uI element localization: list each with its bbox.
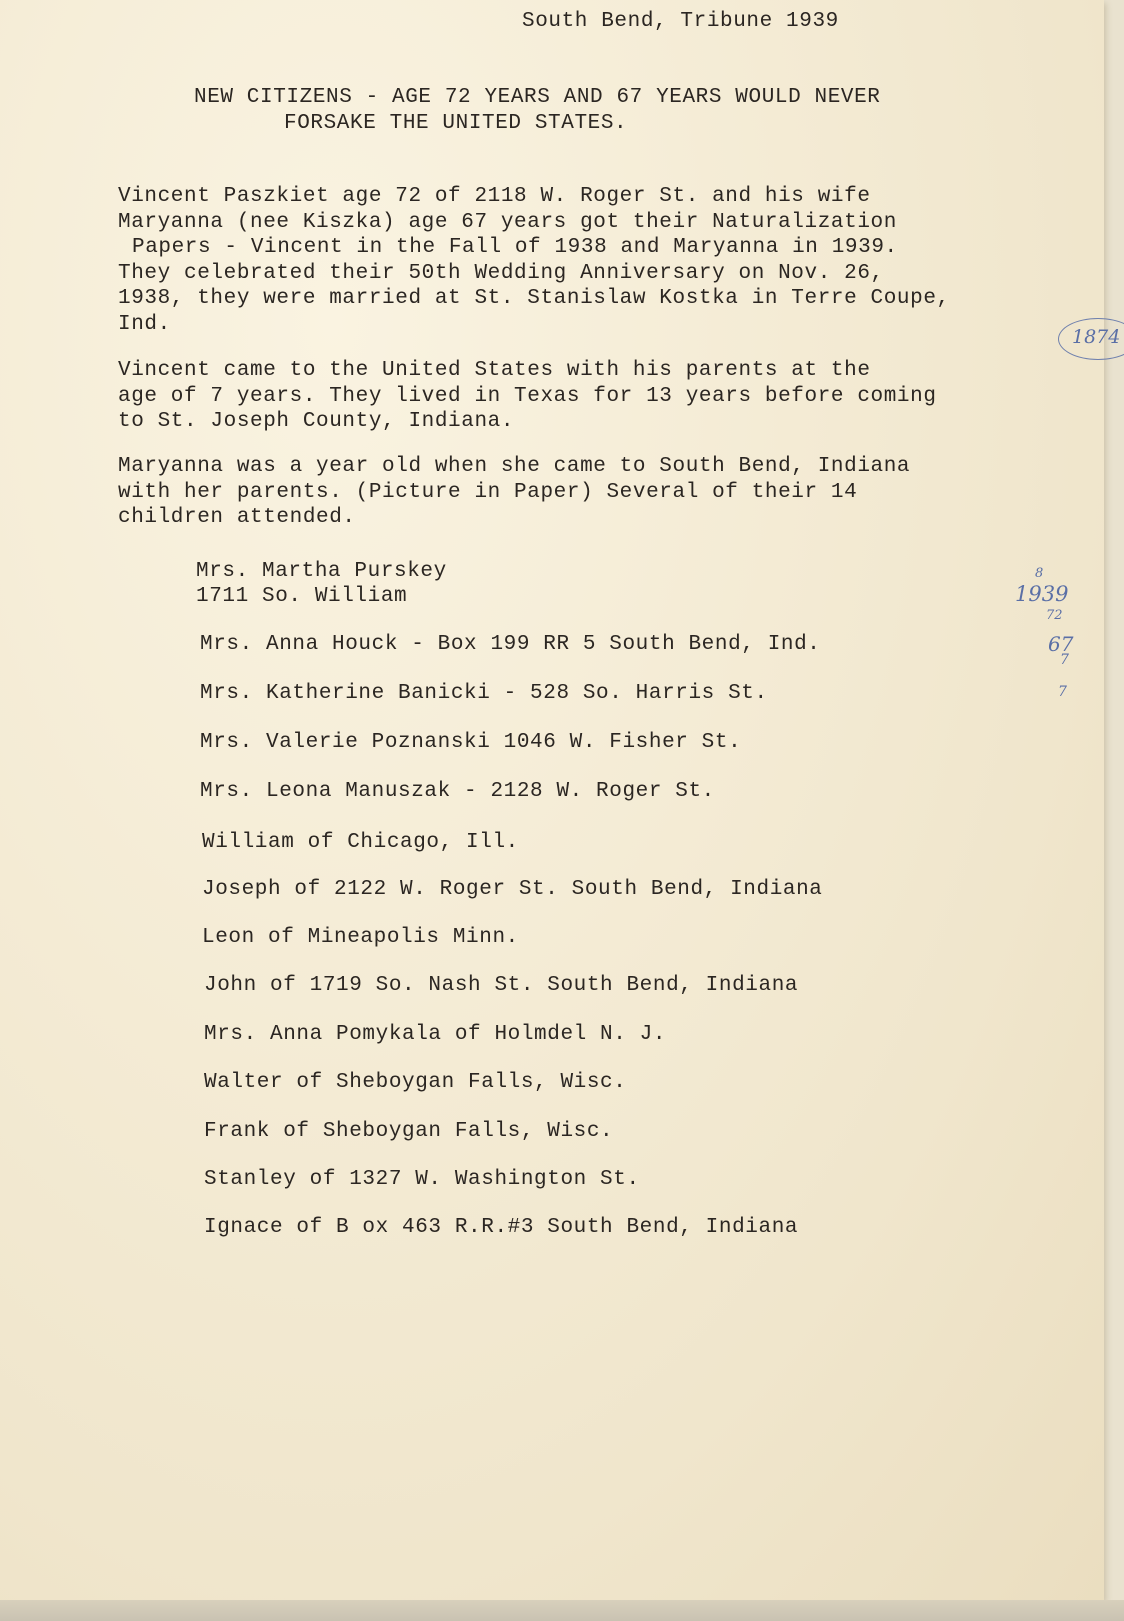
paragraph-1 bbox=[118, 184, 950, 337]
source-line: South Bend, Tribune 1939 bbox=[522, 10, 839, 33]
list-item: Stanley of 1327 W. Washington St. bbox=[204, 1168, 640, 1191]
paragraph-2 bbox=[118, 358, 937, 435]
paragraph-line: Maryanna (nee Kiszka) age 67 years got their Naturalization bbox=[118, 210, 897, 234]
list-item: Mrs. Anna Houck - Box 199 RR 5 South Bend, Ind. bbox=[200, 633, 821, 656]
paragraph-line: to St. Joseph County, Indiana. bbox=[118, 410, 515, 433]
headline-line-1: NEW CITIZENS - AGE 72 YEARS AND 67 YEARS WOULD NEVER bbox=[194, 86, 881, 109]
circled-margin-note: 1874 bbox=[1072, 326, 1121, 348]
paragraph-3 bbox=[118, 454, 910, 531]
paragraph-line: age of 7 years. They lived in Texas for 13 years before coming bbox=[118, 384, 937, 408]
paragraph-line: Vincent Paszkiet age 72 of 2118 W. Roger St. and his wife bbox=[118, 185, 871, 208]
margin-calc-b: 67 bbox=[1048, 632, 1074, 656]
headline-line-2: FORSAKE THE UNITED STATES. bbox=[284, 112, 628, 135]
paragraph-line: Vincent came to the United States with his parents at the bbox=[118, 359, 871, 382]
margin-calc-a: 72 bbox=[1046, 608, 1063, 623]
list-item: Walter of Sheboygan Falls, Wisc. bbox=[204, 1071, 627, 1094]
list-item: Mrs. Katherine Banicki - 528 So. Harris St. bbox=[200, 682, 768, 705]
list-item: Joseph of 2122 W. Roger St. South Bend, Indiana bbox=[202, 878, 823, 901]
list-item: William of Chicago, Ill. bbox=[202, 831, 519, 854]
paragraph-line: Ind. bbox=[118, 312, 171, 336]
margin-calc-c: 7 bbox=[1060, 652, 1069, 668]
list-item: 1711 So. William bbox=[196, 585, 408, 608]
margin-calc-d: 7 bbox=[1058, 684, 1067, 700]
paragraph-line: 1938, they were married at St. Stanislaw Kostka in Terre Coupe, bbox=[118, 287, 950, 310]
margin-calc-top: 8 bbox=[1035, 566, 1044, 581]
margin-calc-year: 1939 bbox=[1015, 582, 1069, 606]
list-item: Mrs. Valerie Poznanski 1046 W. Fisher St. bbox=[200, 731, 742, 754]
list-item: Frank of Sheboygan Falls, Wisc. bbox=[204, 1120, 614, 1143]
paragraph-line: They celebrated their 50th Wedding Anniversary on Nov. 26, bbox=[118, 261, 884, 285]
paragraph-line: children attended. bbox=[118, 506, 356, 529]
list-item: John of 1719 So. Nash St. South Bend, Indiana bbox=[204, 974, 799, 997]
list-item: Mrs. Leona Manuszak - 2128 W. Roger St. bbox=[200, 780, 715, 803]
paragraph-line: Maryanna was a year old when she came to South Bend, Indiana bbox=[118, 455, 911, 478]
list-item: Mrs. Martha Purskey bbox=[196, 560, 447, 583]
paragraph-line: with her parents. (Picture in Paper) Several of their 14 bbox=[118, 480, 858, 504]
list-item: Leon of Mineapolis Minn. bbox=[202, 926, 519, 949]
paragraph-line: Papers - Vincent in the Fall of 1938 and Maryanna in 1939. bbox=[132, 236, 898, 259]
scan-edge bbox=[0, 1600, 1124, 1621]
list-item: Mrs. Anna Pomykala of Holmdel N. J. bbox=[204, 1023, 667, 1046]
list-item: Ignace of B ox 463 R.R.#3 South Bend, Indiana bbox=[204, 1216, 799, 1239]
